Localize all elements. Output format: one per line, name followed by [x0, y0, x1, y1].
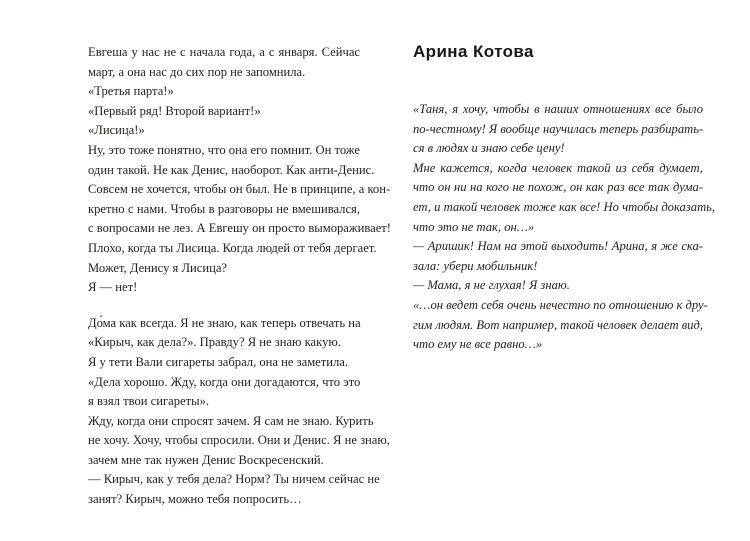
text-line: Я — нет! — [88, 280, 138, 295]
text-line: Плохо, когда ты Лисица. Когда людей от тебя дергает. — [88, 240, 377, 255]
text-line: Мне кажется, когда человек такой из себя думает, — [413, 160, 703, 175]
text-line: что он ни на кого не похож, он как раз все так дума- — [413, 180, 703, 195]
text-line: «Дела хорошо. Жду, когда они догадаются, что это — [88, 374, 361, 389]
text-line: что ему не все равно…» — [413, 337, 543, 352]
chapter-title: Арина Котова — [413, 42, 534, 61]
text-line: зала: убери мобильник! — [413, 258, 538, 273]
text-line: по-честному! Я вообще научилась теперь разбирать- — [413, 121, 704, 136]
text-line: — Аришик! Нам на этой выходить! Арина, я же ска- — [413, 239, 703, 254]
text-line: Совсем не хочется, чтобы он был. Не в принципе, а кон- — [88, 182, 391, 197]
text-line: март, а она нас до сих пор не запомнила. — [88, 64, 306, 79]
text-line: один такой. Не как Денис, наоборот. Как анти-Денис. — [88, 162, 375, 177]
text-line: «…он ведет себя очень нечестно по отношению к дру- — [413, 297, 708, 312]
text-line: «Кирыч, как дела?». Правду? Я не знаю какую. — [88, 335, 341, 350]
text-line: «Лисица!» — [88, 123, 145, 138]
text-line: — Мама, я не глухая! Я знаю. — [413, 278, 570, 293]
text-line: Евгеша у нас не с начала года, а с января. Сейчас — [88, 45, 360, 59]
text-line: не хочу. Хочу, чтобы спросили. Они и Денис. Я не знаю, — [88, 433, 390, 448]
text-line: Я у тети Вали сигареты забрал, она не заметила. — [88, 354, 349, 369]
text-line: Ну, это тоже понятно, что она его помнит. Он тоже — [88, 142, 360, 157]
text-line: что это не так, он…» — [413, 219, 535, 234]
text-line: Жду, когда они спросят зачем. Я сам не знаю. Курить — [88, 413, 374, 428]
right-text-column — [413, 100, 716, 355]
text-line: «Третья парта!» — [88, 84, 174, 99]
section-break — [88, 298, 360, 314]
text-line: гим людям. Вот например, такой человек делает вид, — [413, 317, 703, 332]
text-line: Может, Денису я Лисица? — [88, 260, 227, 275]
text-line: с вопросами не лез. А Евгешу он просто вымораживает! — [88, 221, 391, 236]
text-line: занят? Кирыч, можно тебя попросить… — [88, 492, 302, 507]
text-line: ся в людях и знаю себе цену! — [413, 141, 565, 156]
text-line: До́ма как всегда. Я не знаю, как теперь отвечать на — [88, 315, 361, 330]
text-line: ет, и такой человек тоже как все! Но чтобы доказать, — [413, 199, 716, 214]
text-line: я взял твои сигареты». — [88, 394, 210, 409]
left-text-column — [88, 43, 391, 510]
text-line: — Кирыч, как у тебя дела? Норм? Ты ничем сейчас не — [88, 472, 380, 487]
text-line: кретно с нами. Чтобы в разговоры не вмешивался, — [88, 201, 360, 216]
right-page — [375, 0, 750, 541]
text-line: зачем мне так нужен Денис Воскресенский. — [88, 452, 324, 467]
text-line: «Первый ряд! Второй вариант!» — [88, 103, 261, 118]
text-line: «Таня, я хочу, чтобы в наших отношениях все было — [413, 102, 703, 116]
